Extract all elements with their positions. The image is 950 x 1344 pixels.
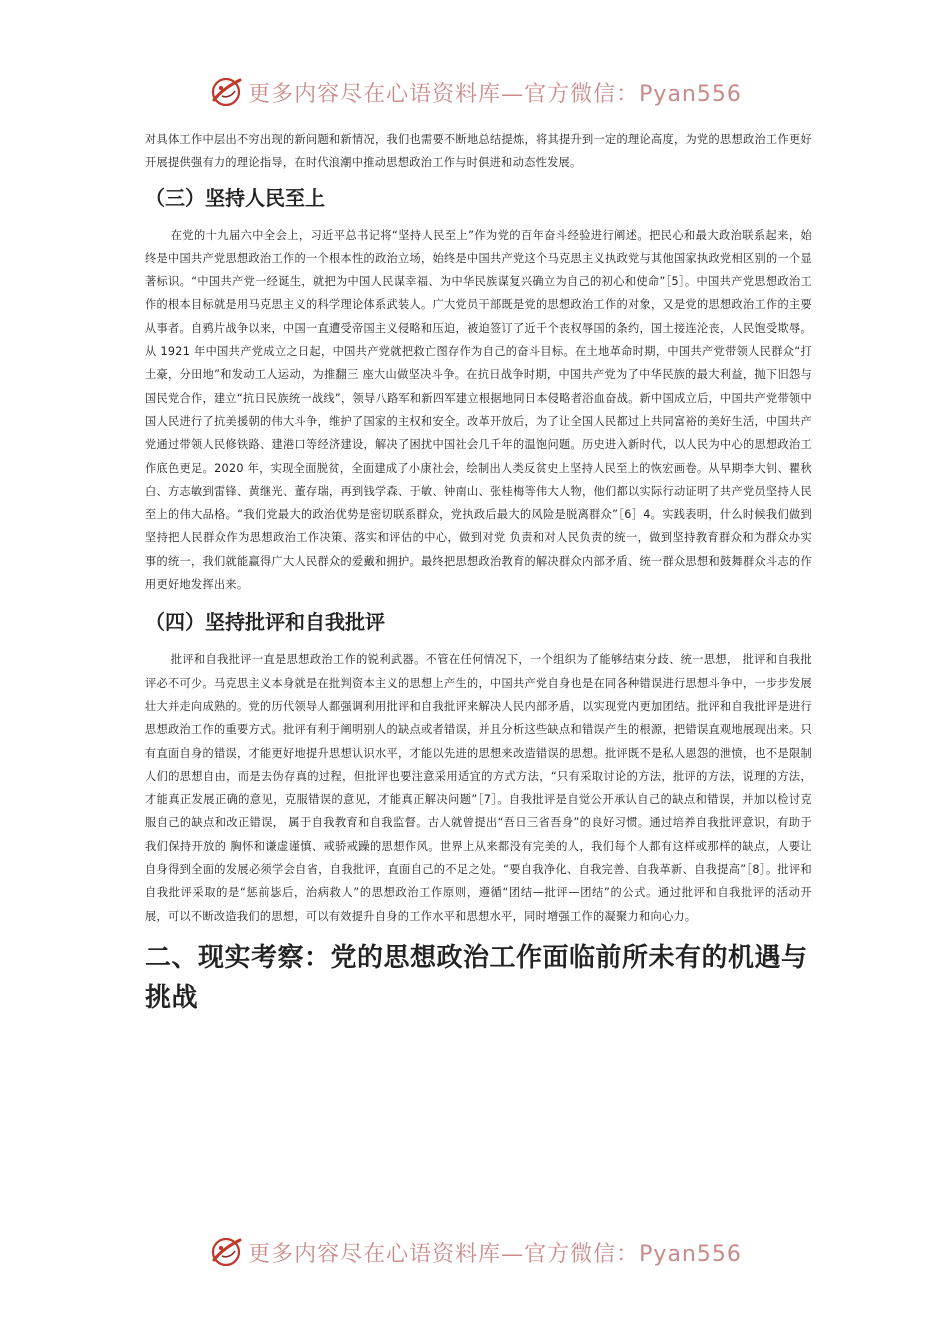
footer-banner-text: 更多内容尽在心语资料库—官方微信：Pyan556 (248, 1241, 742, 1267)
seal-logo-icon (208, 1234, 244, 1270)
header-banner (0, 72, 950, 112)
section-3-paragraph: 在党的十九届六中全会上，习近平总书记将“坚持人民至上”作为党的百年奋斗经验进行阐述。把民心和最大政治联系起来，始终是中国共产党思想政治工作的一个根本性的政治立场，始终是中国共产党这个马克思主义执政党与其他国家执政党相区别的一个显著标识。“中国共产党一经诞生，就把为中国人民谋幸福、为中华民族谋复兴确立为自己的初心和使命”［5］。中国共产党思想政治工作的根本目标就是用马克思主义的科学理论体系武装人。广大党员干部既是党的思想政治工作的对象，又是党的思想政治工作的主要从事者。自鸦片战争以来，中国一直遭受帝国主义侵略和压迫，被迫签订了近千个丧权辱国的条约，国土接连沦丧，人民饱受欺辱。从 1921 年中国共产党成立之日起，中国共产党就把救亡图存作为自己的奋斗目标。在土地革命时期，中国共产党带领人民群众“打土豪，分田地”和发动工人运动，为推翻三 座大山做坚决斗争。在抗日战争时期，中国共产党为了中华民族的最大利益，抛下旧怨与国民党合作，建立“抗日民族统一战线”，领导八路军和新四军建立根据地同日本侵略者浴血奋战。新中国成立后，中国共产党带领中国人民进行了抗美援朝的伟大斗争，维护了国家的主权和安全。改革开放后，为了让全国人民都过上共同富裕的美好生活，中国共产党通过带领人民修铁路、建港口等经济建设，解决了困扰中国社会几千年的温饱问题。历史进入新时代，以人民为中心的思想政治工作底色更足。2020 年，实现全面脱贫，全面建成了小康社会，绘制出人类反贫史上坚持人民至上的恢宏画卷。从早期李大钊、瞿秋白、方志敏到雷锋、黄继光、董存瑞，再到钱学森、于敏、钟南山、张桂梅等伟大人物，他们都以实际行动证明了共产党员坚持人民至上的伟大品格。“我们党最大的政治优势是密切联系群众，党执政后最大的风险是脱离群众”［6］4。实践表明，什么时候我们做到坚持把人民群众作为思想政治工作决策、落实和评估的中心，做到对党 负责和对人民负责的统一，做到坚持教育群众和为群众办实事的统一，我们就能赢得广大人民群众的爱戴和拥护。最终把思想政治教育的解决群众内部矛盾、统一群众思想和鼓舞群众斗志的作用更好地发挥出来。 (145, 228, 812, 592)
footer-banner (0, 1232, 950, 1272)
chapter-2-title: 二、现实考察：党的思想政治工作面临前所未有的机遇与挑战 (145, 942, 808, 1013)
header-banner-text: 更多内容尽在心语资料库—官方微信：Pyan556 (248, 81, 742, 107)
seal-logo-icon (208, 74, 244, 110)
section-4-paragraph: 批评和自我批评一直是思想政治工作的锐利武器。不管在任何情况下，一个组织为了能够结束分歧、统一思想， 批评和自我批评必不可少。马克思主义本身就是在批判资本主义的思想上产生的，中国共产党自身也是在同各种错误进行思想斗争中，一步步发展壮大并走向成熟的。党的历代领导人都强调利用批评和自我批评来解决人民内部矛盾，以实现党内更加团结。批评和自我批评是进行思想政治工作的重要方式。批评有利于阐明别人的缺点或者错误，并且分析这些缺点和错误产生的根源，把错误直观地展现出来。只有直面自身的错误，才能更好地提升思想认识水平，才能以先进的思想来改造错误的思想。批评既不是私人恩怨的泄愤，也不是限制人们的思想自由，而是去伪存真的过程，但批评也要注意采用适宜的方式方法，“只有采取讨论的方法，批评的方法，说理的方法，才能真正发展正确的意见，克服错误的意见，才能真正解决问题”［7］。自我批评是自觉公开承认自己的缺点和错误，并加以检讨克服自己的缺点和改正错误， 属于自我教育和自我监督。古人就曾提出“吾日三省吾身”的良好习惯。通过培养自我批评意识，有助于我们保持开放的 胸怀和谦虚谨慎、戒骄戒躁的思想作风。世界上从来都没有完美的人，我们每个人都有这样或那样的缺点，人要让自身得到全面的发展必须学会自省，自我批评，直面自己的不足之处。“要自我净化、自我完善、自我革新、自我提高”［8］。批评和自我批评采取的是“惩前毖后，治病救人”的思想政治工作原则，遵循“团结—批评—团结”的公式。通过批评和自我批评的活动开展，可以不断改造我们的思想，可以有效提升自身的工作水平和思想水平，同时增强工作的凝聚力和向心力。 (145, 653, 812, 923)
header-wechat-id: Pyan556 (639, 81, 742, 107)
footer-wechat-id: Pyan556 (639, 1241, 742, 1267)
document-body (145, 128, 812, 1018)
intro-paragraph: 对具体工作中层出不穷出现的新问题和新情况，我们也需要不断地总结提炼，将其提升到一定的理论高度，为党的思想政治工作更好开展提供强有力的理论指导，在时代浪潮中推动思想政治工作与时俱进和动态性发展。 (145, 133, 812, 170)
section-4-title: （四）坚持批评和自我批评 (145, 610, 385, 635)
section-3-title: （三）坚持人民至上 (145, 185, 325, 210)
